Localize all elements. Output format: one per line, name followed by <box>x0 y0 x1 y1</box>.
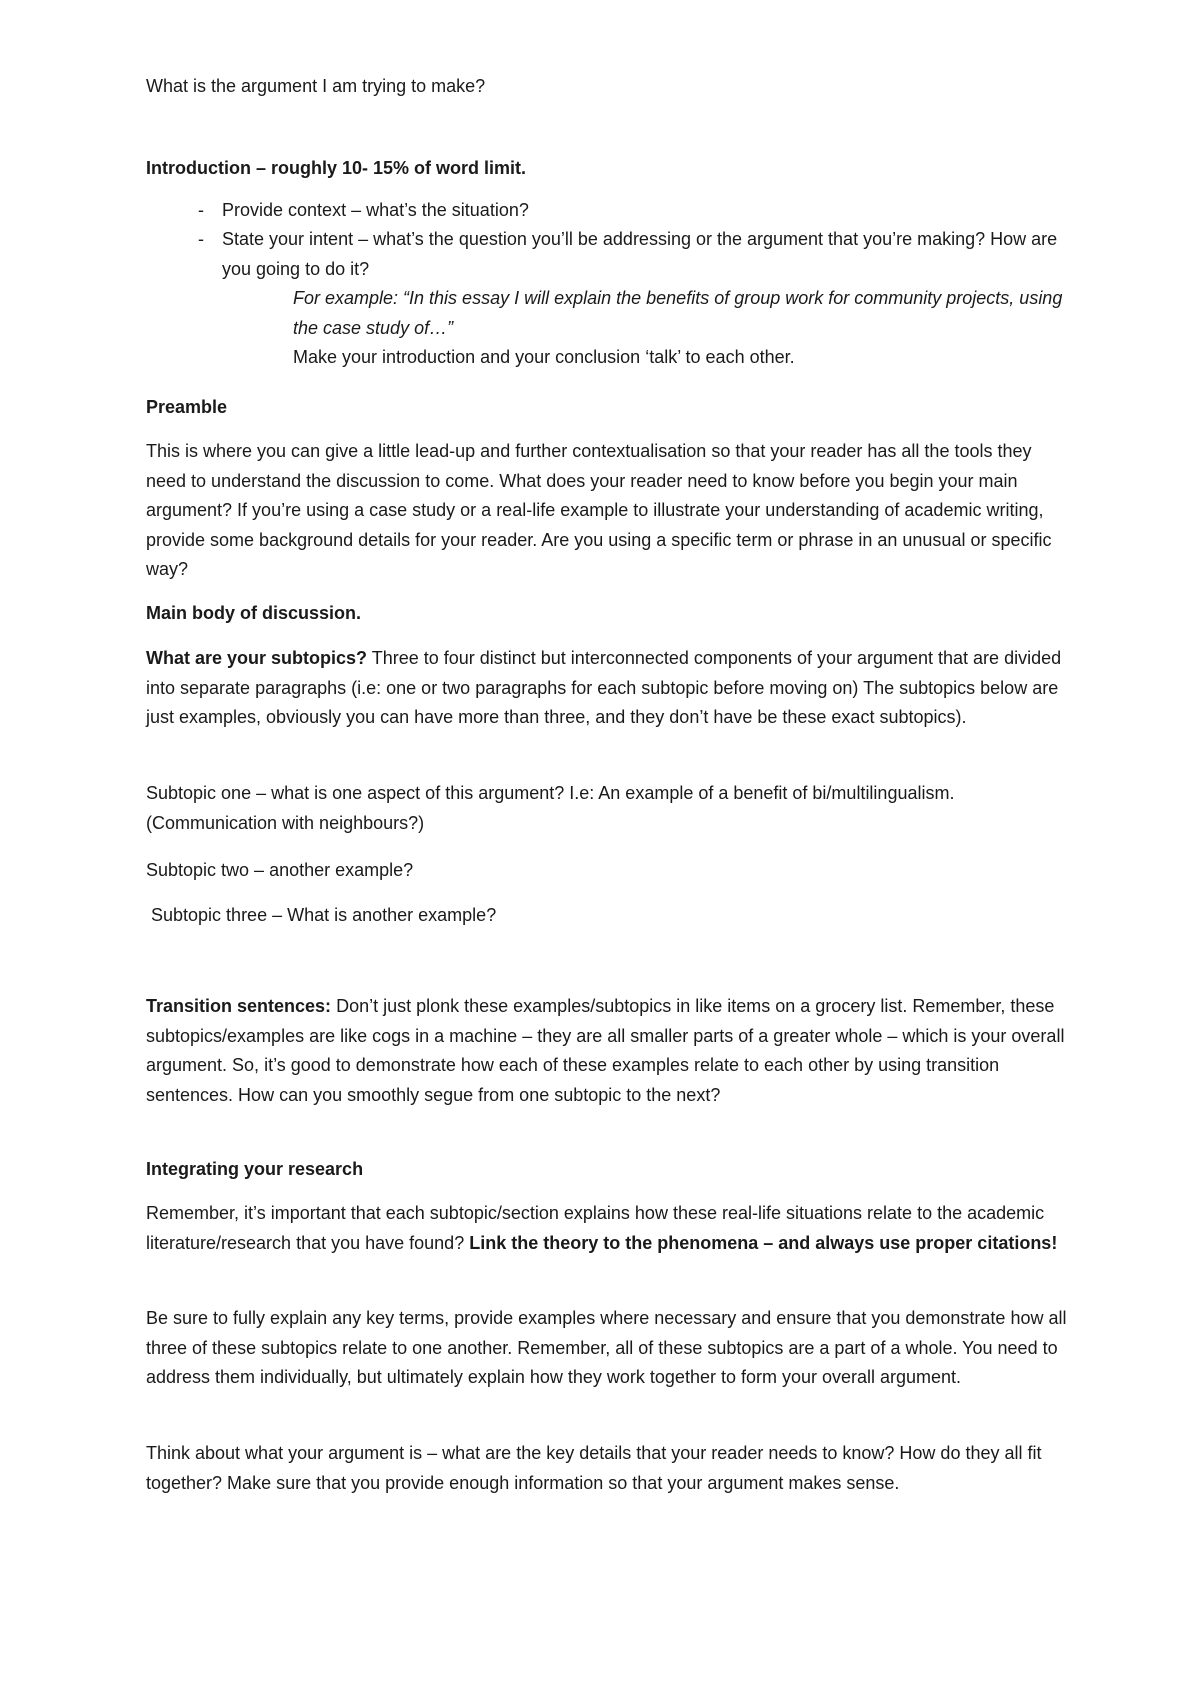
research-paragraph <box>146 1199 1076 1258</box>
intro-bullet-intent <box>198 225 1082 284</box>
transition-lead: Transition sentences: <box>146 996 332 1016</box>
introduction-heading: Introduction – roughly 10- 15% of word limit. <box>146 158 527 178</box>
preamble-heading: Preamble <box>146 397 228 417</box>
bullet-text: Provide context – what’s the situation? <box>222 200 529 220</box>
intro-bullet-context <box>198 196 1082 226</box>
research-paragraph-3: Think about what your argument is – what are the key details that your reader needs to know? How do they all fit together? Make sure that you provide enough information so that your argument makes sense. <box>146 1443 1042 1493</box>
intro-tip: Make your introduction and your conclusion ‘talk’ to each other. <box>293 347 795 367</box>
preamble-body: This is where you can give a little lead-up and further contextualisation so that your reader has all the tools they need to understand the discussion to come. What does your reader need to know before you begin your main argument? If you’re using a case study or a real-life example to illustrate your understanding of academic writing, provide some background details for your reader. Are you using a specific term or phrase in an unusual or specific way? <box>146 441 1052 579</box>
subtopic-two: Subtopic two – another example? <box>146 860 414 880</box>
bullet-dash: - <box>198 200 204 220</box>
research-heading: Integrating your research <box>146 1159 364 1179</box>
subtopics-text: Three to four distinct but interconnected components of your argument that are divided into separate paragraphs (i.e: one or two paragraphs for each subtopic before moving on) The subtopics below are just examples, obviously you can have more than three, and they don’t have be these exact subtopics). <box>146 648 1062 727</box>
research-paragraph-2: Be sure to fully explain any key terms, provide examples where necessary and ensure that you demonstrate how all three of these subtopics relate to one another. Remember, all of these subtopics are a part of a whole. You need to address them individually, but ultimately explain how they work together to form your overall argument. <box>146 1308 1067 1387</box>
subtopic-one: Subtopic one – what is one aspect of this argument? I.e: An example of a benefit of bi/multilingualism. (Communication with neighbours?) <box>146 783 955 833</box>
subtopics-paragraph <box>146 644 1076 733</box>
bullet-dash: - <box>198 229 204 249</box>
research-text: Remember, it’s important that each subtopic/section explains how these real-life situations relate to the academic literature/research that you have found? <box>146 1203 1045 1253</box>
subtopic-three: Subtopic three – What is another example? <box>146 905 497 925</box>
transition-paragraph <box>146 992 1076 1110</box>
bullet-text: State your intent – what’s the question you’ll be addressing or the argument that you’re making? How are you going to do it? <box>222 229 1058 279</box>
research-emphasis: Link the theory to the phenomena – and always use proper citations! <box>469 1232 1058 1253</box>
intro-example: For example: “In this essay I will explain the benefits of group work for community projects, using the case study of…” <box>293 288 1063 338</box>
subtopics-lead: What are your subtopics? <box>146 648 368 668</box>
question-line: What is the argument I am trying to make? <box>146 76 486 96</box>
main-body-heading: Main body of discussion. <box>146 603 362 623</box>
transition-text: Don’t just plonk these examples/subtopics in like items on a grocery list. Remember, these subtopics/examples are like cogs in a machine – they are all smaller parts of a greater whole – which is your overall argument. So, it’s good to demonstrate how each of these examples relate to each other by using transition sentences. How can you smoothly segue from one subtopic to the next? <box>146 996 1065 1105</box>
